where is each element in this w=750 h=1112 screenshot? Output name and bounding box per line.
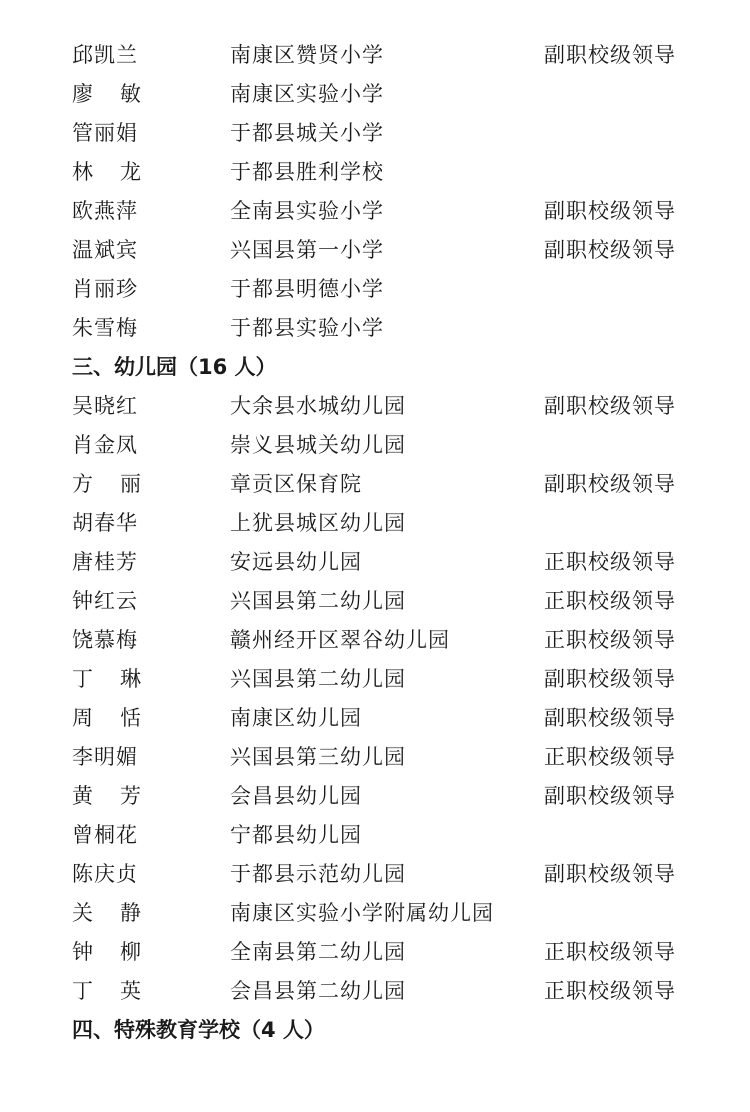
name-char: 龙 [120, 160, 141, 184]
name-char: 方 [72, 472, 93, 496]
role-label: 正职校级领导 [544, 745, 676, 769]
school-name: 于都县城关小学 [230, 121, 384, 145]
school-name: 宁都县幼儿园 [230, 823, 362, 847]
list-item [0, 426, 750, 465]
person-name: 曾桐花 [72, 823, 138, 847]
name-char: 丁 [72, 667, 93, 691]
list-item [0, 504, 750, 543]
section-heading-kindergarten: 三、幼儿园（16 人） [72, 355, 277, 379]
list-item [0, 660, 750, 699]
school-name: 于都县实验小学 [230, 316, 384, 340]
school-name: 于都县示范幼儿园 [230, 862, 406, 886]
school-name: 全南县第二幼儿园 [230, 940, 406, 964]
role-label: 副职校级领导 [544, 472, 676, 496]
name-char: 芳 [120, 784, 141, 808]
person-name: 钟红云 [72, 589, 138, 613]
list-item [0, 894, 750, 933]
list-item [0, 387, 750, 426]
person-name [72, 972, 152, 1011]
role-label: 副职校级领导 [544, 862, 676, 886]
person-name [72, 894, 152, 933]
person-name: 肖金凤 [72, 433, 138, 457]
person-name [72, 699, 152, 738]
role-label: 正职校级领导 [544, 628, 676, 652]
list-item [0, 933, 750, 972]
person-name: 管丽娟 [72, 121, 138, 145]
role-label: 副职校级领导 [544, 784, 676, 808]
person-name: 唐桂芳 [72, 550, 138, 574]
list-item [0, 114, 750, 153]
name-char: 恬 [120, 706, 141, 730]
school-name: 兴国县第三幼儿园 [230, 745, 406, 769]
person-name: 陈庆贞 [72, 862, 138, 886]
person-name: 欧燕萍 [72, 199, 138, 223]
list-item [0, 582, 750, 621]
name-char: 周 [72, 706, 93, 730]
school-name: 全南县实验小学 [230, 199, 384, 223]
list-item [0, 153, 750, 192]
list-item [0, 309, 750, 348]
school-name: 崇义县城关幼儿园 [230, 433, 406, 457]
list-item [0, 465, 750, 504]
school-name: 兴国县第二幼儿园 [230, 589, 406, 613]
person-name: 胡春华 [72, 511, 138, 535]
school-name: 安远县幼儿园 [230, 550, 362, 574]
role-label: 副职校级领导 [544, 394, 676, 418]
name-char: 丽 [120, 472, 141, 496]
school-name: 会昌县幼儿园 [230, 784, 362, 808]
role-label: 副职校级领导 [544, 238, 676, 262]
person-name [72, 933, 152, 972]
name-char: 敏 [120, 82, 141, 106]
person-name: 吴晓红 [72, 394, 138, 418]
list-item [0, 738, 750, 777]
school-name: 于都县胜利学校 [230, 160, 384, 184]
school-name: 赣州经开区翠谷幼儿园 [230, 628, 450, 652]
role-label: 正职校级领导 [544, 550, 676, 574]
list-item [0, 36, 750, 75]
person-name [72, 75, 152, 114]
name-char: 林 [72, 160, 93, 184]
school-name: 章贡区保育院 [230, 472, 362, 496]
name-char: 黄 [72, 784, 93, 808]
role-label: 副职校级领导 [544, 199, 676, 223]
school-name: 南康区幼儿园 [230, 706, 362, 730]
name-char: 丁 [72, 979, 93, 1003]
role-label: 正职校级领导 [544, 940, 676, 964]
name-char: 柳 [120, 940, 141, 964]
person-name [72, 153, 152, 192]
list-item [0, 699, 750, 738]
person-name: 饶慕梅 [72, 628, 138, 652]
person-name [72, 660, 152, 699]
list-item [0, 231, 750, 270]
list-item [0, 270, 750, 309]
list-item [0, 777, 750, 816]
name-char: 廖 [72, 82, 93, 106]
name-char: 关 [72, 901, 93, 925]
school-name: 于都县明德小学 [230, 277, 384, 301]
person-name: 李明媚 [72, 745, 138, 769]
list-item [0, 75, 750, 114]
list-item [0, 543, 750, 582]
name-char: 静 [120, 901, 141, 925]
person-name: 温斌宾 [72, 238, 138, 262]
list-item [0, 972, 750, 1011]
name-char: 英 [120, 979, 141, 1003]
person-name: 朱雪梅 [72, 316, 138, 340]
role-label: 副职校级领导 [544, 706, 676, 730]
school-name: 南康区实验小学附属幼儿园 [230, 901, 494, 925]
name-char: 钟 [72, 940, 93, 964]
school-name: 会昌县第二幼儿园 [230, 979, 406, 1003]
list-item [0, 816, 750, 855]
person-name: 邱凯兰 [72, 43, 138, 67]
school-name: 大余县水城幼儿园 [230, 394, 406, 418]
school-name: 上犹县城区幼儿园 [230, 511, 406, 535]
school-name: 南康区赞贤小学 [230, 43, 384, 67]
section-heading-special-education: 四、特殊教育学校（4 人） [72, 1018, 325, 1042]
name-char: 琳 [120, 667, 141, 691]
school-name: 兴国县第一小学 [230, 238, 384, 262]
person-name [72, 777, 152, 816]
person-name: 肖丽珍 [72, 277, 138, 301]
role-label: 正职校级领导 [544, 589, 676, 613]
list-item [0, 855, 750, 894]
school-name: 南康区实验小学 [230, 82, 384, 106]
person-name [72, 465, 152, 504]
school-name: 兴国县第二幼儿园 [230, 667, 406, 691]
list-item [0, 192, 750, 231]
role-label: 副职校级领导 [544, 43, 676, 67]
role-label: 副职校级领导 [544, 667, 676, 691]
role-label: 正职校级领导 [544, 979, 676, 1003]
list-item [0, 621, 750, 660]
